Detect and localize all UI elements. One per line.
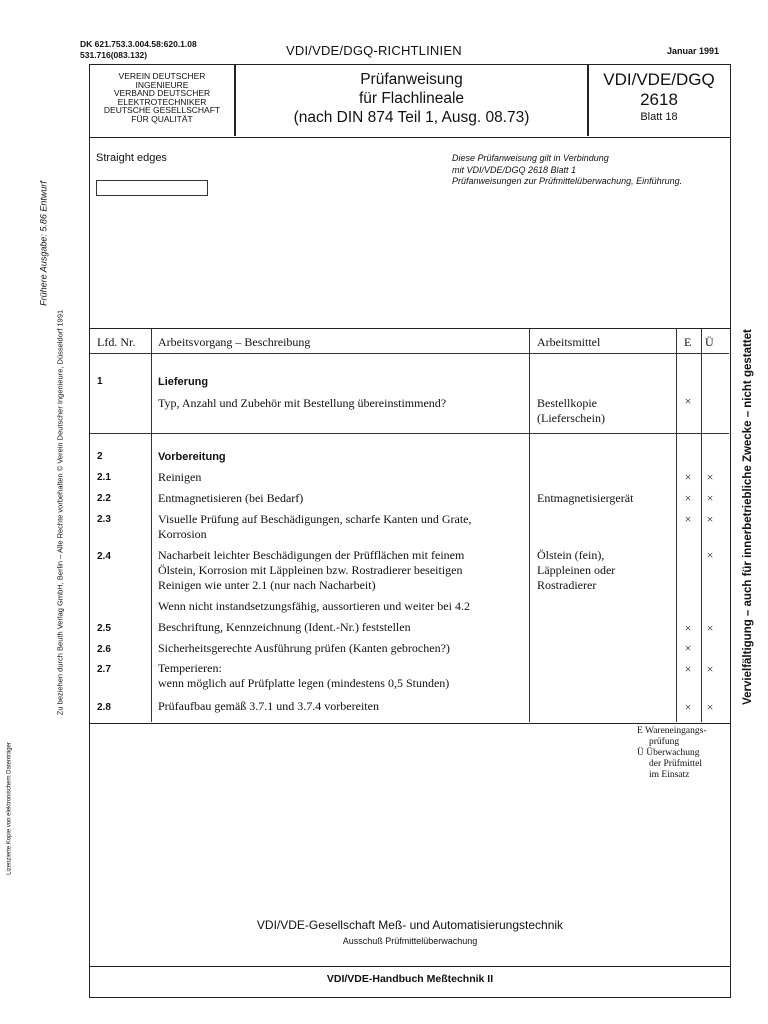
dk-line-1: DK 621.753.3.004.58:620.1.08 <box>80 39 197 49</box>
org-line: INGENIEURE <box>135 79 189 90</box>
mark-e: × <box>684 394 692 408</box>
row-description: Beschriftung, Kennzeichnung (Ident.-Nr.) feststellen <box>158 620 411 634</box>
guideline-code <box>589 70 729 124</box>
row-description <box>158 548 521 614</box>
publisher-organizations <box>90 72 234 124</box>
description-line: Reinigen wie unter 2.1 (nur nach Nacharbeit) <box>158 578 376 592</box>
mark-u: × <box>706 491 714 505</box>
mark-u: × <box>706 621 714 635</box>
handbook-title: VDI/VDE-Handbuch Meßtechnik II <box>326 973 494 985</box>
column-legend <box>637 726 707 781</box>
series-title: VDI/VDE/DGQ-RICHTLINIEN <box>286 43 462 58</box>
legend-line: Ü Überwachung <box>637 748 700 758</box>
title-line-2: für Flachlineale <box>358 90 465 107</box>
col-header-description: Arbeitsvorgang – Beschreibung <box>158 335 311 349</box>
row-tool: Entmagnetisiergerät <box>537 491 634 505</box>
row-description: Prüfaufbau gemäß 3.7.1 und 3.7.4 vorbereiten <box>158 699 379 713</box>
dk-classification <box>80 39 197 61</box>
row-number: 2.6 <box>97 644 111 655</box>
handbook-bar <box>89 966 731 994</box>
row-number: 2.3 <box>97 514 111 525</box>
tool-line: Bestellkopie <box>537 396 597 410</box>
org-line: FÜR QUALITÄT <box>131 113 193 124</box>
note-line: Diese Prüfanweisung gilt in Verbindung <box>452 153 609 163</box>
dk-line-2: 531.716(083.132) <box>80 50 148 60</box>
row-number: 1 <box>97 376 103 387</box>
previous-edition-note: Frühere Ausgabe: 5.86 Entwurf <box>38 181 49 306</box>
tool-line: Rostradierer <box>537 578 597 592</box>
legend-line: im Einsatz <box>649 770 690 780</box>
mark-e: × <box>684 491 692 505</box>
code-series: VDI/VDE/DGQ <box>603 70 715 89</box>
document-title <box>236 70 587 127</box>
identification-box <box>96 180 208 196</box>
mark-u: × <box>706 470 714 484</box>
org-line: ELEKTROTECHNIKER <box>117 96 207 107</box>
row-number: 2.2 <box>97 493 111 504</box>
issue-date: Januar 1991 <box>667 46 720 56</box>
tool-line: Ölstein (fein), <box>537 548 605 562</box>
row-number: 2.7 <box>97 664 111 675</box>
mark-u: × <box>706 700 714 714</box>
col-header-nr: Lfd. Nr. <box>97 335 136 349</box>
license-note: Lizenzierte Kopie von elektronischem Datenträger <box>6 742 13 875</box>
description-line: Wenn nicht instandsetzungsfähig, aussortieren und weiter bei 4.2 <box>158 599 470 613</box>
row-tool <box>537 396 679 426</box>
description-line: Ölstein, Korrosion mit Läppleinen bzw. Rostradierer beseitigen <box>158 563 463 577</box>
english-title: Straight edges <box>96 152 167 164</box>
header-box <box>89 64 731 138</box>
description-line: Temperieren: <box>158 661 222 675</box>
copyright-note: Zu beziehen durch Beuth Verlag GmbH, Berlin – Alle Rechte vorbehalten © Verein Deutscher Ingenieure, Düsseldorf 1991 <box>55 309 65 716</box>
procedure-table <box>89 328 731 724</box>
row-description: Typ, Anzahl und Zubehör mit Bestellung übereinstimmend? <box>158 396 447 410</box>
col-header-tools: Arbeitsmittel <box>537 335 601 349</box>
section-title: Lieferung <box>158 376 209 388</box>
mark-e: × <box>684 700 692 714</box>
section-rule <box>89 433 729 434</box>
col-header-u: Ü <box>705 335 714 349</box>
copy-restriction-note: Vervielfältigung – auch für innerbetriebliche Zwecke – nicht gestattet <box>742 329 754 705</box>
applicability-note <box>452 153 682 188</box>
section-title: Vorbereitung <box>158 451 226 463</box>
header-rule <box>89 353 729 354</box>
org-line: DEUTSCHE GESELLSCHAFT <box>103 105 221 116</box>
row-description <box>158 512 521 542</box>
tool-line: Läppleinen oder <box>537 563 616 577</box>
mark-e: × <box>684 621 692 635</box>
column-divider <box>676 329 677 722</box>
description-line: Visuelle Prüfung auf Beschädigungen, scharfe Kanten und Grate, <box>158 512 472 526</box>
row-description: Sicherheitsgerechte Ausführung prüfen (Kanten gebrochen?) <box>158 641 450 655</box>
description-line: Korrosion <box>158 527 207 541</box>
mark-u: × <box>706 548 714 562</box>
mark-e: × <box>684 470 692 484</box>
org-line: VEREIN DEUTSCHER <box>118 71 206 81</box>
row-description: Reinigen <box>158 470 202 484</box>
row-description: Entmagnetisieren (bei Bedarf) <box>158 491 304 505</box>
mark-u: × <box>706 512 714 526</box>
row-number: 2 <box>97 451 103 462</box>
column-divider <box>701 329 702 722</box>
note-line: mit VDI/VDE/DGQ 2618 Blatt 1 <box>452 164 577 175</box>
legend-line: der Prüfmittel <box>649 759 703 769</box>
tool-line: (Lieferschein) <box>537 411 605 425</box>
code-sheet: Blatt 18 <box>640 111 678 123</box>
mark-e: × <box>684 641 692 655</box>
description-line: wenn möglich auf Prüfplatte legen (mindestens 0,5 Stunden) <box>158 676 450 690</box>
society-name: VDI/VDE-Gesellschaft Meß- und Automatisierungstechnik <box>256 918 564 932</box>
row-number: 2.4 <box>97 551 111 562</box>
mark-e: × <box>684 662 692 676</box>
committee-name: Ausschuß Prüfmittelüberwachung <box>342 936 478 946</box>
org-line: VERBAND DEUTSCHER <box>113 88 211 99</box>
mark-e: × <box>684 512 692 526</box>
title-line-3: (nach DIN 874 Teil 1, Ausg. 08.73) <box>293 109 530 126</box>
legend-line: prüfung <box>649 737 680 747</box>
description-line: Nacharbeit leichter Beschädigungen der Prüfflächen mit feinem <box>158 548 465 562</box>
col-header-e: E <box>684 335 692 349</box>
row-number: 2.8 <box>97 702 111 713</box>
row-tool <box>537 548 679 593</box>
note-line: Prüfanweisungen zur Prüfmittelüberwachung, Einführung. <box>452 176 683 186</box>
title-line-1: Prüfanweisung <box>360 71 463 88</box>
row-number: 2.1 <box>97 472 111 483</box>
column-divider <box>529 329 530 722</box>
code-number: 2618 <box>640 90 678 109</box>
row-number: 2.5 <box>97 623 111 634</box>
row-description <box>158 661 521 691</box>
legend-line: E Wareneingangs- <box>637 726 707 736</box>
mark-u: × <box>706 662 714 676</box>
column-divider <box>151 329 152 722</box>
